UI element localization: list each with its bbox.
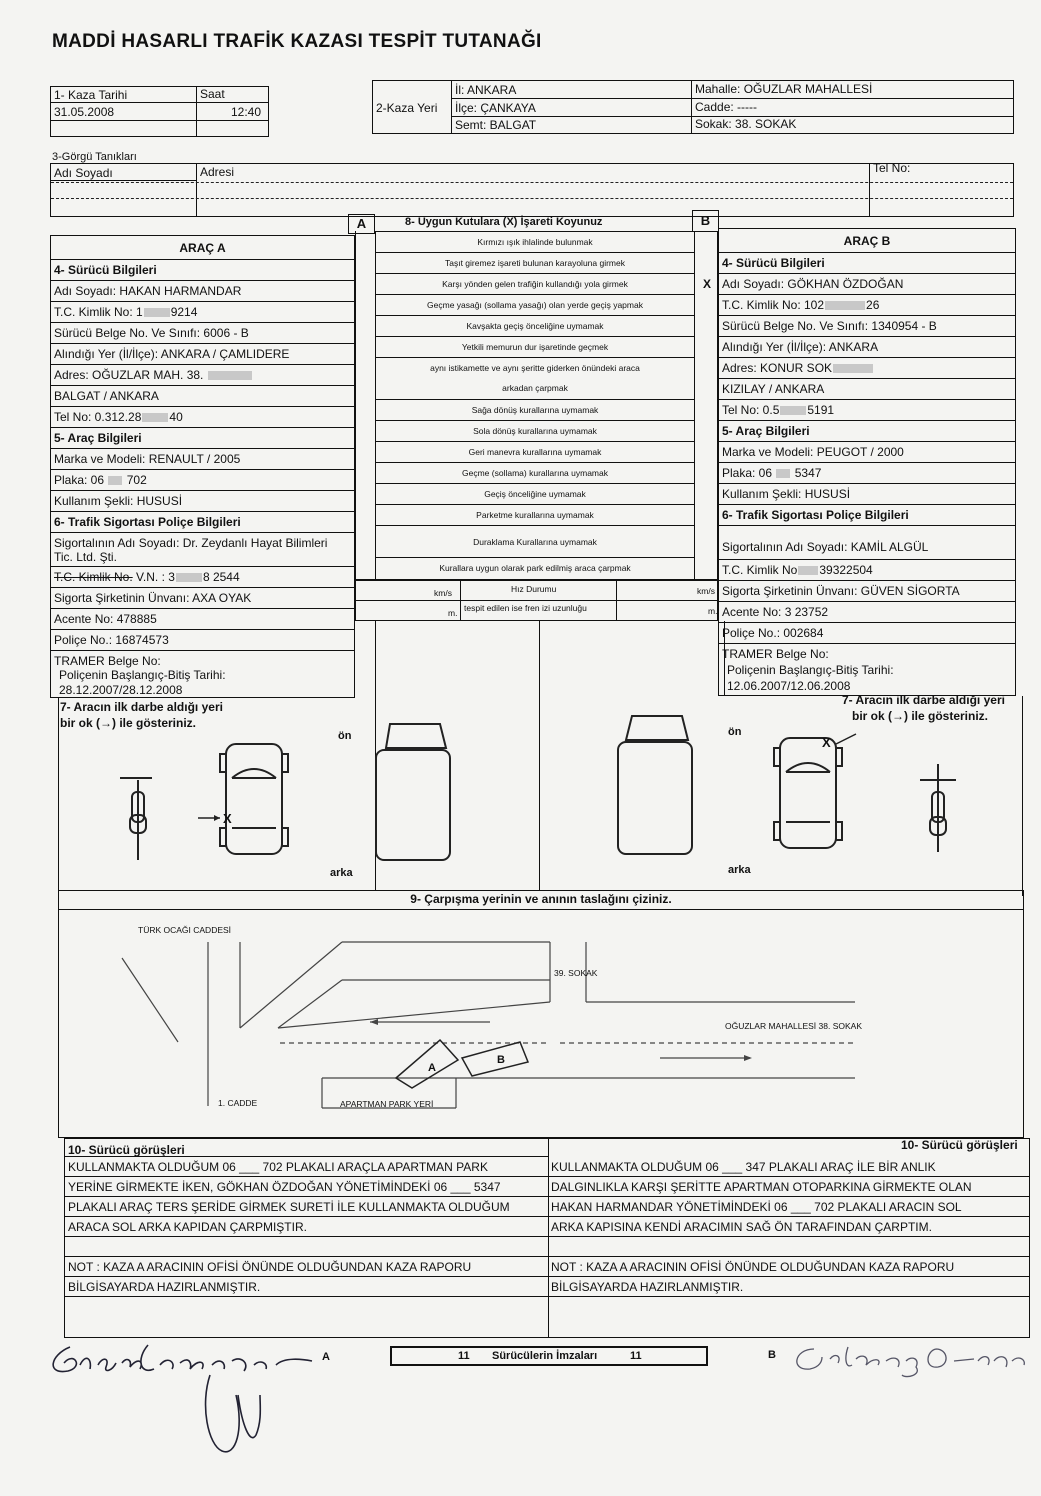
gorus-b-line: HAKAN HARMANDAR YÖNETİMİNDEKİ 06 ___ 702 PLAKALI ARACIN SOL [548,1197,1029,1217]
signature-b [786,1335,1036,1385]
arac-a-panel [50,235,355,698]
vehicle-diagram-b [560,712,1020,882]
mid-item: Geçme (sollama) kurallarına uymamak [376,463,694,484]
mid-item: Karşı yönden gelen trafiğin kullandığı yola girmek [376,274,694,295]
darbe-b-x: X [822,735,831,750]
hiz-kms-b: km/s [697,586,715,596]
darbe-b-line2: bir ok (→) ile gösteriniz. [852,709,989,723]
car-a-icon [396,1040,458,1088]
car-b-icon [462,1042,528,1076]
arac-b-alindigi: Alındığı Yer (İl/İlçe): ANKARA [719,337,1015,358]
hiz-box [355,580,718,621]
mid-item: Kavşakta geçiş önceliğine uymamak [376,316,694,337]
gorus-b-title: 10- Sürücü görüşleri [901,1138,1018,1152]
mid-item: aynı istikamette ve aynı şeritte giderken önündeki araca arkadan çarpmak [376,358,694,400]
arac-b-ad: Adı Soyadı: GÖKHAN ÖZDOĞAN [719,274,1015,295]
arac-b-adres: Adres: KONUR SOK [719,358,1015,379]
gorgu-tel-label: Tel No: [873,161,911,175]
gorus-a-line: KULLANMAKTA OLDUĞUM 06 ___ 702 PLAKALI ARAÇLA APARTMAN PARK [65,1157,548,1177]
mid-b-letter: B [700,213,711,228]
arac-b-tck: T.C. Kimlik No 39322504 [719,560,1015,581]
motorcycle-icon-b [920,764,956,852]
sketch-title: 9- Çarpışma yerinin ve anının taslağını çiziniz. [410,892,672,906]
page-title: MADDİ HASARLI TRAFİK KAZASI TESPİT TUTANAĞI [52,31,542,52]
darbe-a-on: ön [338,730,352,742]
sokak-value: Sokak: 38. SOKAK [695,117,797,131]
darbe-b-on: ön [728,726,742,738]
gorus-b-line: BİLGİSAYARDA HAZIRLANMIŞTIR. [548,1277,1029,1297]
mid-b-mark: X [703,277,712,291]
mid-items-box [375,231,695,580]
fren-m-b: m. [708,606,718,616]
mid-item: Parketme kurallarına uymamak [376,505,694,526]
arac-b-marka: Marka ve Modeli: PEUGOT / 2000 [719,442,1015,463]
arac-b-tramer: TRAMER Belge No: [722,647,829,661]
gorus-a-line: PLAKALI ARAÇ TERS ŞERİDE GİRMEK SURETİ İLE KULLANMAKTA OLDUĞUM [65,1197,548,1217]
arac-a-tcvn: T.C. Kimlik No. V.N. : 3 8 2544 [51,567,354,588]
gorus-a-line: ARACA SOL ARKA KAPIDAN ÇARPMIŞTIR. [65,1217,548,1237]
arac-b-tc: T.C. Kimlik No: 102 26 [719,295,1015,316]
sketch-turk: TÜRK OCAĞI CADDESİ [138,925,232,935]
arac-a-tc: T.C. Kimlik No: 1 9214 [51,302,354,323]
truck-icon-a [376,724,450,860]
diagram-right-border [1022,696,1023,896]
arac-a-ad: Adı Soyadı: HAKAN HARMANDAR [51,281,354,302]
diagram-middle-right [724,621,725,696]
vehicle-diagram-a [100,720,540,890]
collision-sketch [60,910,1022,1136]
gorus-a-title: 10- Sürücü görüşleri [68,1143,185,1157]
arac-a-marka: Marka ve Modeli: RENAULT / 2005 [51,449,354,470]
arac-b-sirket: Sigorta Şirketinin Ünvanı: GÜVEN SİGORTA [719,581,1015,602]
arac-a-belge: Sürücü Belge No. Ve Sınıfı: 6006 - B [51,323,354,344]
gorus-b-line [548,1237,1029,1257]
gorus-a-line: NOT : KAZA A ARACININ OFİSİ ÖNÜNDE OLDUĞUNDAN KAZA RAPORU [65,1257,548,1277]
mid-a-letter: A [356,216,367,231]
gorus-b-line: ARKA KAPISINA KENDİ ARACIMIN SAĞ ÖN TARAFINDAN ÇARPTIM. [548,1217,1029,1237]
fren-label: tespit edilen ise fren izi uzunluğu [464,603,587,613]
gorus-b-line: KULLANMAKTA OLDUĞUM 06 ___ 347 PLAKALI ARAÇ İLE BİR ANLIK [548,1157,1029,1177]
mid-item: Sola dönüş kurallarına uymamak [376,421,694,442]
car-topview-icon-b [774,735,842,848]
arac-a-title: ARAÇ A [51,236,354,260]
arac-b-baslangic: Poliçenin Başlangıç-Bitiş Tarihi: [727,663,894,677]
fren-m-a: m. [448,608,458,618]
mid-item: Duraklama Kurallarına uymamak [376,526,694,558]
arac-b-arac-header: 5- Araç Bilgileri [719,421,1015,442]
arac-a-tarih: 28.12.2007/28.12.2008 [59,683,183,697]
gorus-b-line: NOT : KAZA A ARACININ OFİSİ ÖNÜNDE OLDUĞUNDAN KAZA RAPORU [548,1257,1029,1277]
gorus-a-line [65,1237,548,1257]
kaza-tarih-box [50,86,269,137]
sketch-39-sokak: 39. SOKAK [554,968,598,978]
motorcycle-icon-a [120,778,152,860]
mid-item: Geçme yasağı (sollama yasağı) olan yerde geçiş yapmak [376,295,694,316]
gorus-a-line: BİLGİSAYARDA HAZIRLANMIŞTIR. [65,1277,548,1297]
imza-label: Sürücülerin İmzaları [492,1350,598,1362]
darbe-a-line1: 7- Aracın ilk darbe aldığı yeri [60,700,223,714]
sketch-b: B [497,1054,505,1066]
arac-a-sigorta-header: 6- Trafik Sigortası Poliçe Bilgileri [51,512,354,533]
sketch-park: APARTMAN PARK YERİ [340,1099,434,1109]
arac-b-police: Poliçe No.: 002684 [719,623,1015,644]
arac-a-acente: Acente No: 478885 [51,609,354,630]
truck-icon-b [618,716,692,854]
saat-value: 12:40 [231,105,262,119]
mid-item: Geri manevra kurallarına uymamak [376,442,694,463]
kaza-tarih-value: 31.05.2008 [54,105,115,119]
hiz-kms-a: km/s [434,588,452,598]
kaza-yeri-label: 2-Kaza Yeri [376,101,438,115]
signature-a [40,1335,330,1465]
arac-b-sigortali: Sigortalının Adı Soyadı: KAMİL ALGÜL [719,526,1015,560]
imza-b-letter: B [768,1349,776,1361]
arac-b-kullanim: Kullanım Şekli: HUSUSİ [719,484,1015,505]
arac-a-plaka: Plaka: 06 702 [51,470,354,491]
gorgu-adres-label: Adresi [200,165,235,179]
semt-value: Semt: BALGAT [455,118,537,132]
arac-b-title: ARAÇ B [719,229,1015,253]
imza-a-letter: A [322,1351,330,1363]
imza-n2: 11 [630,1350,642,1362]
arac-b-panel [718,228,1016,696]
gorgu-box [50,163,1014,217]
mid-item: Geçiş önceliğine uymamak [376,484,694,505]
ilce-value: İlçe: ÇANKAYA [455,101,536,115]
car-topview-icon-a [220,744,288,854]
mid-item: Sağa dönüş kurallarına uymamak [376,400,694,421]
mahalle-value: Mahalle: OĞUZLAR MAHALLESİ [695,82,873,96]
imza-n1: 11 [458,1350,470,1362]
gorgu-label: 3-Görgü Tanıkları [52,151,137,163]
arac-b-tel: Tel No: 0.5 5191 [719,400,1015,421]
arac-b-belge: Sürücü Belge No. Ve Sınıfı: 1340954 - B [719,316,1015,337]
darbe-b-line1: 7- Aracın ilk darbe aldığı yeri [842,693,1005,707]
arac-b-surucu-header: 4- Sürücü Bilgileri [719,253,1015,274]
gorus-b-line: DALGINLIKLA KARŞI ŞERİTTE APARTMAN OTOPARKINA GİRMEKTE OLAN [548,1177,1029,1197]
arac-b-plaka: Plaka: 06 5347 [719,463,1015,484]
arac-a-police: Poliçe No.: 16874573 [51,630,354,651]
arac-a-tel: Tel No: 0.312.28 40 [51,407,354,428]
darbe-b-arka: arka [728,864,751,876]
gorus-a-line: YERİNE GİRMEKTE İKEN, GÖKHAN ÖZDOĞAN YÖNETİMİNDEKİ 06 ___ 5347 [65,1177,548,1197]
mid-header: 8- Uygun Kutulara (X) İşareti Koyunuz [405,216,603,228]
arac-a-sigortali: Sigortalının Adı Soyadı: Dr. Zeydanlı Hayat Bilimleri Tic. Ltd. Şti. [51,533,354,567]
darbe-a-x: X [223,811,232,826]
darbe-a-arka: arka [330,867,353,879]
arac-a-surucu-header: 4- Sürücü Bilgileri [51,260,354,281]
kaza-yeri-box [372,80,1014,134]
sketch-oguzlar: OĞUZLAR MAHALLESİ 38. SOKAK [725,1021,862,1031]
arac-b-sigorta-header: 6- Trafik Sigortası Poliçe Bilgileri [719,505,1015,526]
arac-a-tramer: TRAMER Belge No: [54,654,161,668]
mid-b-header [692,210,719,232]
mid-item: Kırmızı ışık ihlalinde bulunmak [376,232,694,253]
saat-label: Saat [200,87,225,101]
arac-a-kullanim: Kullanım Şekli: HUSUSİ [51,491,354,512]
gorgu-ad-label: Adı Soyadı [54,166,113,180]
mid-item: Kurallara uygun olarak park edilmiş araca çarpmak [439,563,631,573]
mid-item: Yetkili memurun dur işaretinde geçmek [376,337,694,358]
imza-box [390,1346,708,1366]
hiz-label: Hız Durumu [511,584,557,594]
arac-a-alindigi: Alındığı Yer (İl/İlçe): ANKARA / ÇAMLIDERE [51,344,354,365]
arac-a-baslangic: Poliçenin Başlangıç-Bitiş Tarihi: [59,668,226,682]
cadde-value: Cadde: ----- [695,100,758,114]
sketch-a: A [428,1062,436,1074]
arac-b-acente: Acente No: 3 23752 [719,602,1015,623]
il-value: İl: ANKARA [455,83,517,97]
mid-item: Taşıt giremez işareti bulunan karayoluna girmek [376,253,694,274]
arac-a-arac-header: 5- Araç Bilgileri [51,428,354,449]
arac-a-adres: Adres: OĞUZLAR MAH. 38. [51,365,354,386]
gorus-box [64,1138,1030,1338]
arac-b-adres2: KIZILAY / ANKARA [719,379,1015,400]
kaza-tarih-label: 1- Kaza Tarihi [54,88,128,102]
mid-a-checks [355,231,376,580]
arac-a-sirket: Sigorta Şirketinin Ünvanı: AXA OYAK [51,588,354,609]
diagram-left-border [58,698,59,898]
darbe-a-line2: bir ok (→) ile gösteriniz. [60,716,197,730]
arac-a-adres2: BALGAT / ANKARA [51,386,354,407]
arac-b-tarih: 12.06.2007/12.06.2008 [727,679,851,693]
sketch-1-cadde: 1. CADDE [218,1098,258,1108]
